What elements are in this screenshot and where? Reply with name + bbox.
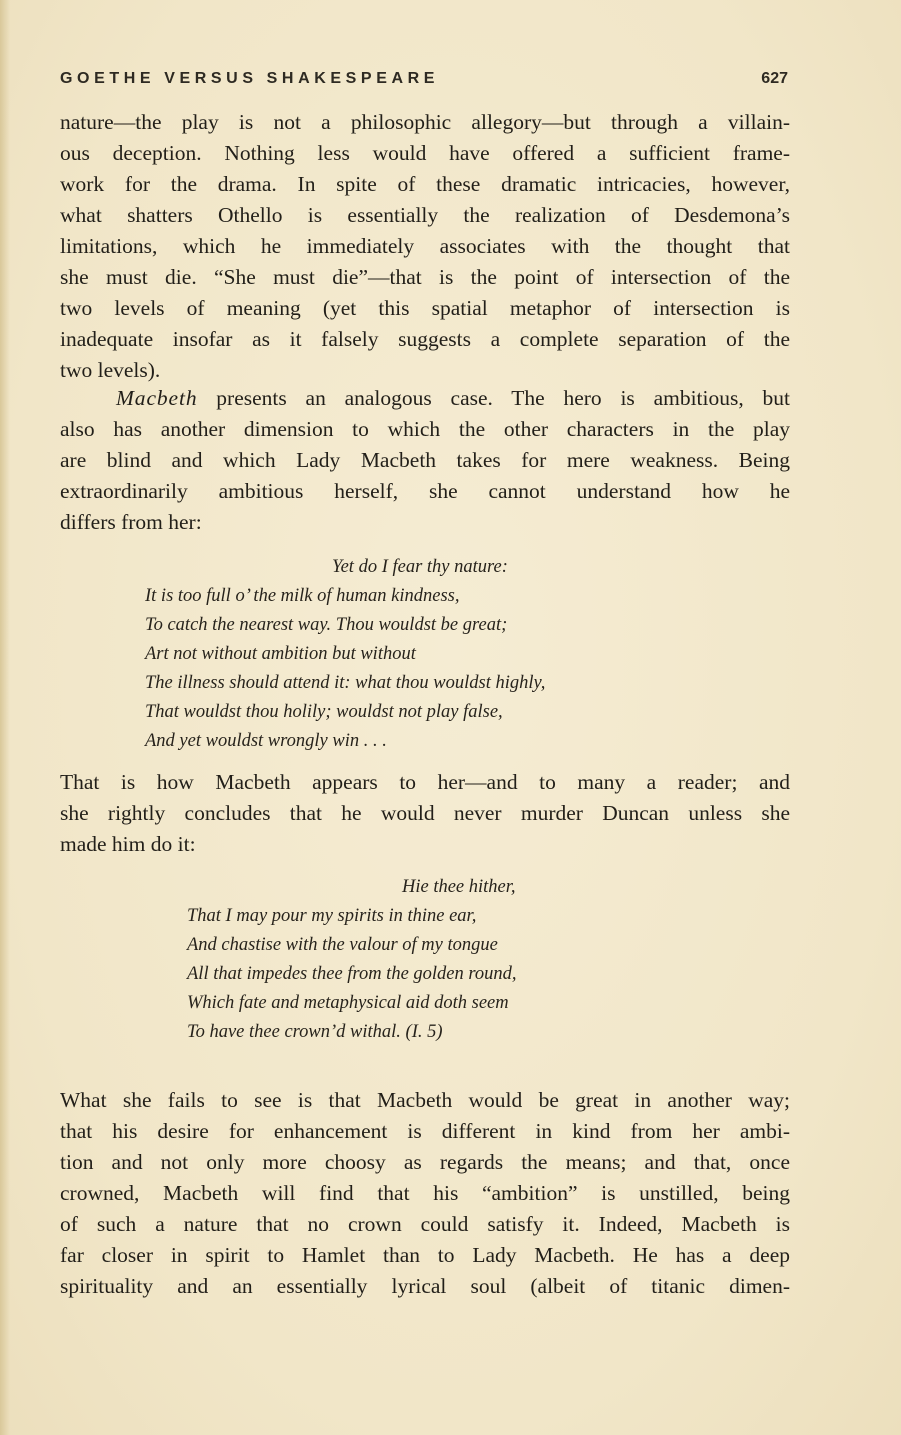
text-line: ous deception. Nothing less would have offered a sufficient frame- bbox=[60, 141, 790, 165]
paragraph-macbeth-intro bbox=[60, 383, 790, 538]
verse-quotation-2 bbox=[187, 873, 517, 1047]
text-line: crowned, Macbeth will find that his “ambition” is unstilled, being bbox=[60, 1181, 790, 1205]
paragraph-othello bbox=[60, 107, 790, 386]
text-line: also has another dimension to which the other characters in the play bbox=[60, 417, 790, 441]
verse-line: That I may pour my spirits in thine ear, bbox=[187, 906, 477, 926]
text-line: What she fails to see is that Macbeth would be great in another way; bbox=[60, 1088, 790, 1112]
running-head: GOETHE VERSUS SHAKESPEARE bbox=[60, 70, 440, 87]
text-line: nature—the play is not a philosophic allegory—but through a villain- bbox=[60, 110, 790, 134]
text-line: inadequate insofar as it falsely suggests a complete separation of the bbox=[60, 327, 790, 351]
verse-line: Yet do I fear thy nature: bbox=[332, 557, 508, 577]
text-line: she must die. “She must die”—that is the point of intersection of the bbox=[60, 265, 790, 289]
text-line: spirituality and an essentially lyrical soul (albeit of titanic dimen- bbox=[60, 1274, 790, 1298]
text-line: two levels of meaning (yet this spatial metaphor of intersection is bbox=[60, 296, 790, 320]
text-line: what shatters Othello is essentially the realization of Desdemona’s bbox=[60, 203, 790, 227]
text-line: differs from her: bbox=[60, 510, 202, 534]
text-run: presents an analogous case. The hero is ambitious, but bbox=[197, 386, 790, 410]
verse-line: Art not without ambition but without bbox=[145, 644, 416, 664]
verse-line: And chastise with the valour of my tongue bbox=[187, 935, 498, 955]
page-header bbox=[60, 70, 788, 94]
verse-line: All that impedes thee from the golden round, bbox=[187, 964, 517, 984]
verse-line: That wouldst thou holily; wouldst not play false, bbox=[145, 702, 503, 722]
paragraph-fails-to-see bbox=[60, 1085, 790, 1302]
page-gutter-shadow bbox=[0, 0, 10, 1435]
text-line: she rightly concludes that he would never murder Duncan unless she bbox=[60, 801, 790, 825]
verse-line: To have thee crown’d withal. (I. 5) bbox=[187, 1022, 443, 1042]
text-line: of such a nature that no crown could satisfy it. Indeed, Macbeth is bbox=[60, 1212, 790, 1236]
verse-line: To catch the nearest way. Thou wouldst be great; bbox=[145, 615, 508, 635]
text-line: far closer in spirit to Hamlet than to Lady Macbeth. He has a deep bbox=[60, 1243, 790, 1267]
text-line: work for the drama. In spite of these dramatic intricacies, however, bbox=[60, 172, 790, 196]
work-title-macbeth: Macbeth bbox=[116, 386, 198, 410]
page-number: 627 bbox=[761, 70, 788, 87]
verse-line: It is too full o’ the milk of human kindness, bbox=[145, 586, 460, 606]
text-line-first bbox=[60, 383, 790, 414]
verse-line: Which fate and metaphysical aid doth seem bbox=[187, 993, 509, 1013]
text-line: that his desire for enhancement is different in kind from her ambi- bbox=[60, 1119, 790, 1143]
text-line: tion and not only more choosy as regards the means; and that, once bbox=[60, 1150, 790, 1174]
text-line: are blind and which Lady Macbeth takes for mere weakness. Being bbox=[60, 448, 790, 472]
text-line: extraordinarily ambitious herself, she cannot understand how he bbox=[60, 479, 790, 503]
verse-quotation-1 bbox=[145, 553, 545, 756]
text-line: two levels). bbox=[60, 358, 161, 382]
paragraph-macbeth-appears bbox=[60, 767, 790, 860]
verse-line: Hie thee hither, bbox=[402, 877, 516, 897]
text-line: made him do it: bbox=[60, 832, 196, 856]
verse-line: And yet wouldst wrongly win . . . bbox=[145, 731, 387, 751]
text-line: limitations, which he immediately associates with the thought that bbox=[60, 234, 790, 258]
text-line: That is how Macbeth appears to her—and to many a reader; and bbox=[60, 770, 790, 794]
verse-line: The illness should attend it: what thou wouldst highly, bbox=[145, 673, 546, 693]
